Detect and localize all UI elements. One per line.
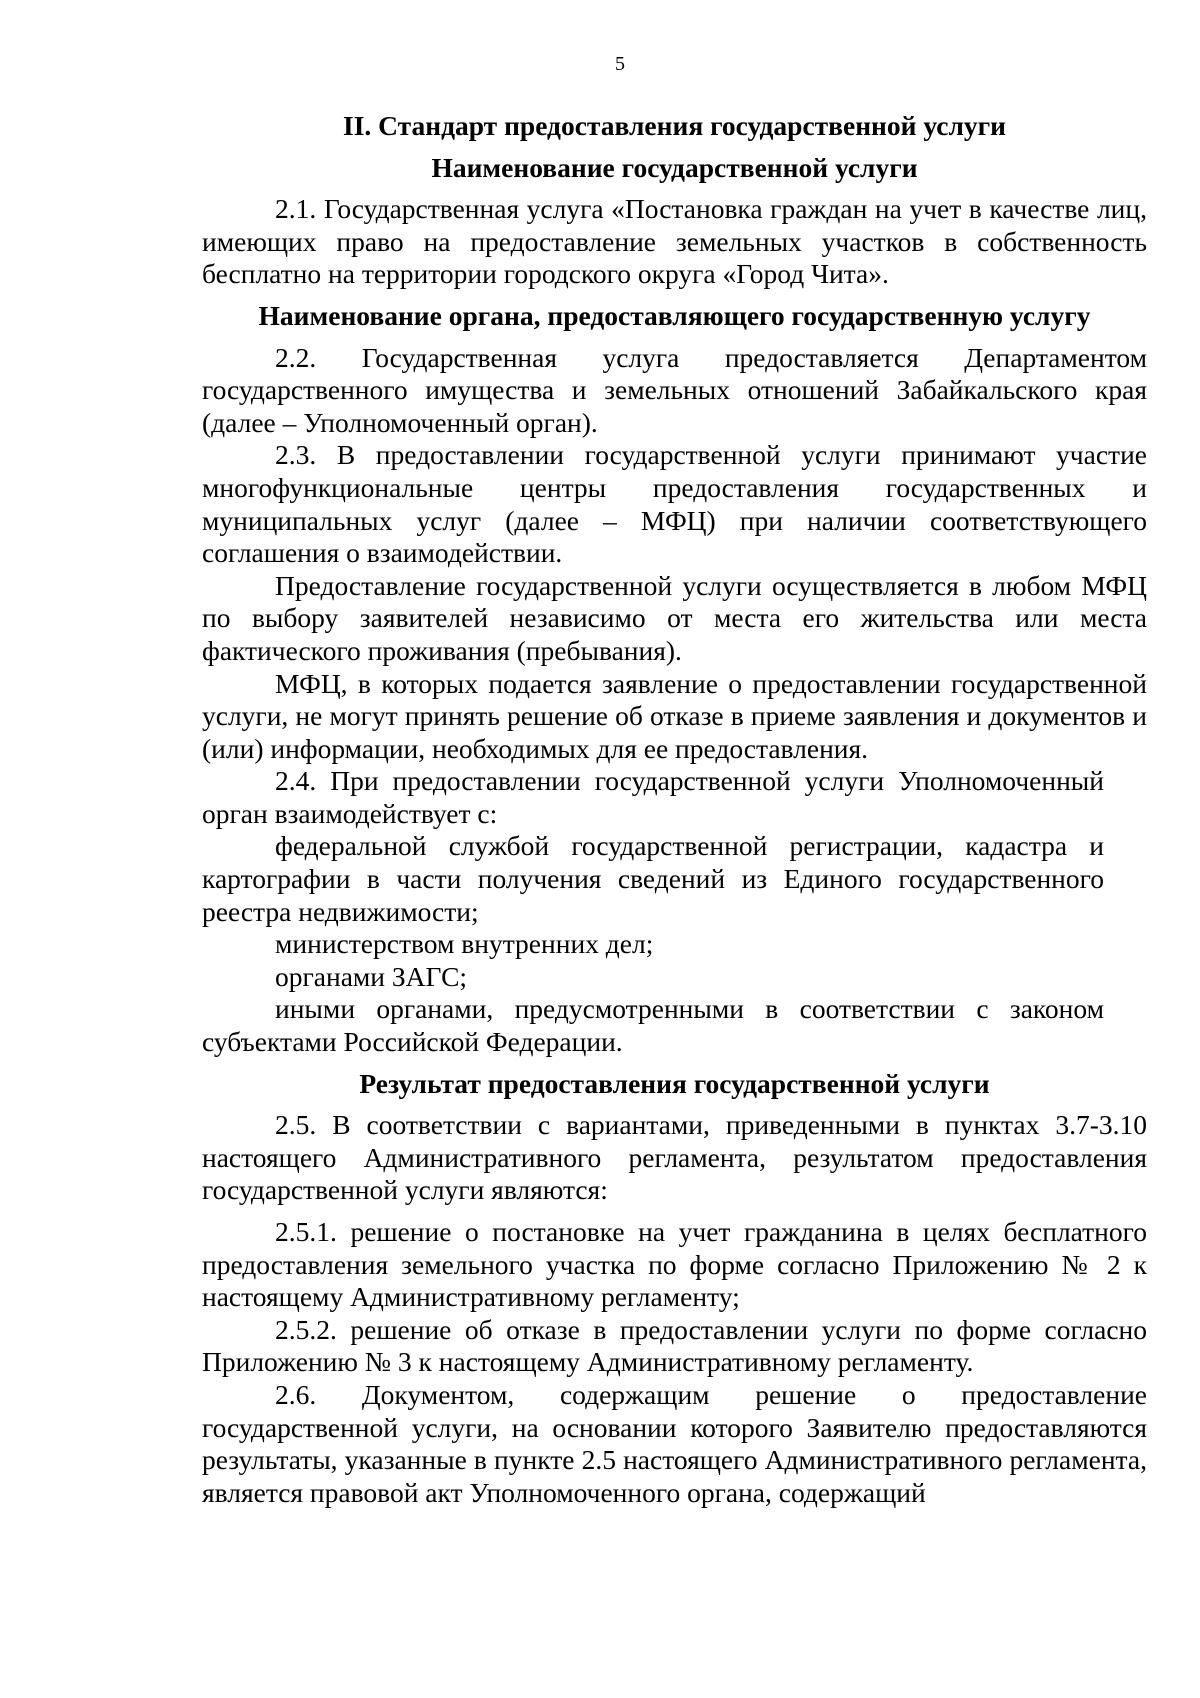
paragraph-2-5-2: 2.5.2. решение об отказе в предоставлении услуги по форме согласно Приложению № 3 к настоящему Административному регламенту. — [202, 1313, 1147, 1378]
interaction-block — [202, 765, 1104, 1058]
subtitle-service-name: Наименование государственной услуги — [431, 151, 918, 183]
paragraph-zags: органами ЗАГС; — [275, 960, 468, 992]
paragraph-rosreestr: федеральной службой государственной регистрации, кадастра и картографии в части получения сведений из Единого государственного реестра недвижимости; — [202, 830, 1104, 927]
paragraph-2-4: 2.4. При предоставлении государственной услуги Уполномоченный орган взаимодействует с: — [202, 765, 1104, 829]
paragraph-2-1: 2.1. Государственная услуга «Постановка граждан на учет в качестве лиц, имеющих право на предоставление земельных участков в собственность бесплатно на территории городского округа «Город Чита». — [202, 193, 1147, 290]
subtitle-organ-name: Наименование органа, предоставляющего государственную услугу — [258, 299, 1091, 331]
paragraph-2-5-1: 2.5.1. решение о постановке на учет гражданина в целях бесплатного предоставления земельного участка по форме согласно Приложению № 2 к настоящему Административному регламенту; — [202, 1216, 1147, 1313]
paragraph-2-6: 2.6. Документом, содержащим решение о предоставление государственной услуги, на основании которого Заявителю предоставляются результаты, указанные в пункте 2.5 настоящего Административного регламента, является правовой акт Уполномоченного органа, содержащий — [202, 1378, 1147, 1508]
subtitle-result: Результат предоставления государственной услуги — [359, 1067, 990, 1099]
document-body — [202, 110, 1147, 1509]
paragraph-mfc-any: Предоставление государственной услуги осуществляется в любом МФЦ по выбору заявителей независимо от места его жительства или места фактического проживания (пребывания). — [202, 569, 1147, 666]
paragraph-2-3: 2.3. В предоставлении государственной услуги принимают участие многофункциональные центры предоставления государственных и муниципальных услуг (далее – МФЦ) при наличии соответствующего соглашения о взаимодействии. — [202, 439, 1147, 569]
paragraph-mvd: министерством внутренних дел; — [275, 928, 654, 960]
paragraph-2-5: 2.5. В соответствии с вариантами, приведенными в пунктах 3.7-3.10 настоящего Административного регламента, результатом предоставления государственной услуги являются: — [202, 1109, 1147, 1206]
section-title: II. Стандарт предоставления государственной услуги — [343, 110, 1006, 141]
page-number: 5 — [615, 53, 625, 75]
paragraph-2-2: 2.2. Государственная услуга предоставляется Департаментом государственного имущества и земельных отношений Забайкальского края (далее – Уполномоченный орган). — [202, 341, 1147, 438]
paragraph-mfc-refuse: МФЦ, в которых подается заявление о предоставлении государственной услуги, не могут принять решение об отказе в приеме заявления и документов и (или) информации, необходимых для ее предоставления. — [202, 667, 1147, 764]
paragraph-other-organs: иными органами, предусмотренными в соответствии с законом субъектами Российской Федерации. — [202, 993, 1104, 1058]
